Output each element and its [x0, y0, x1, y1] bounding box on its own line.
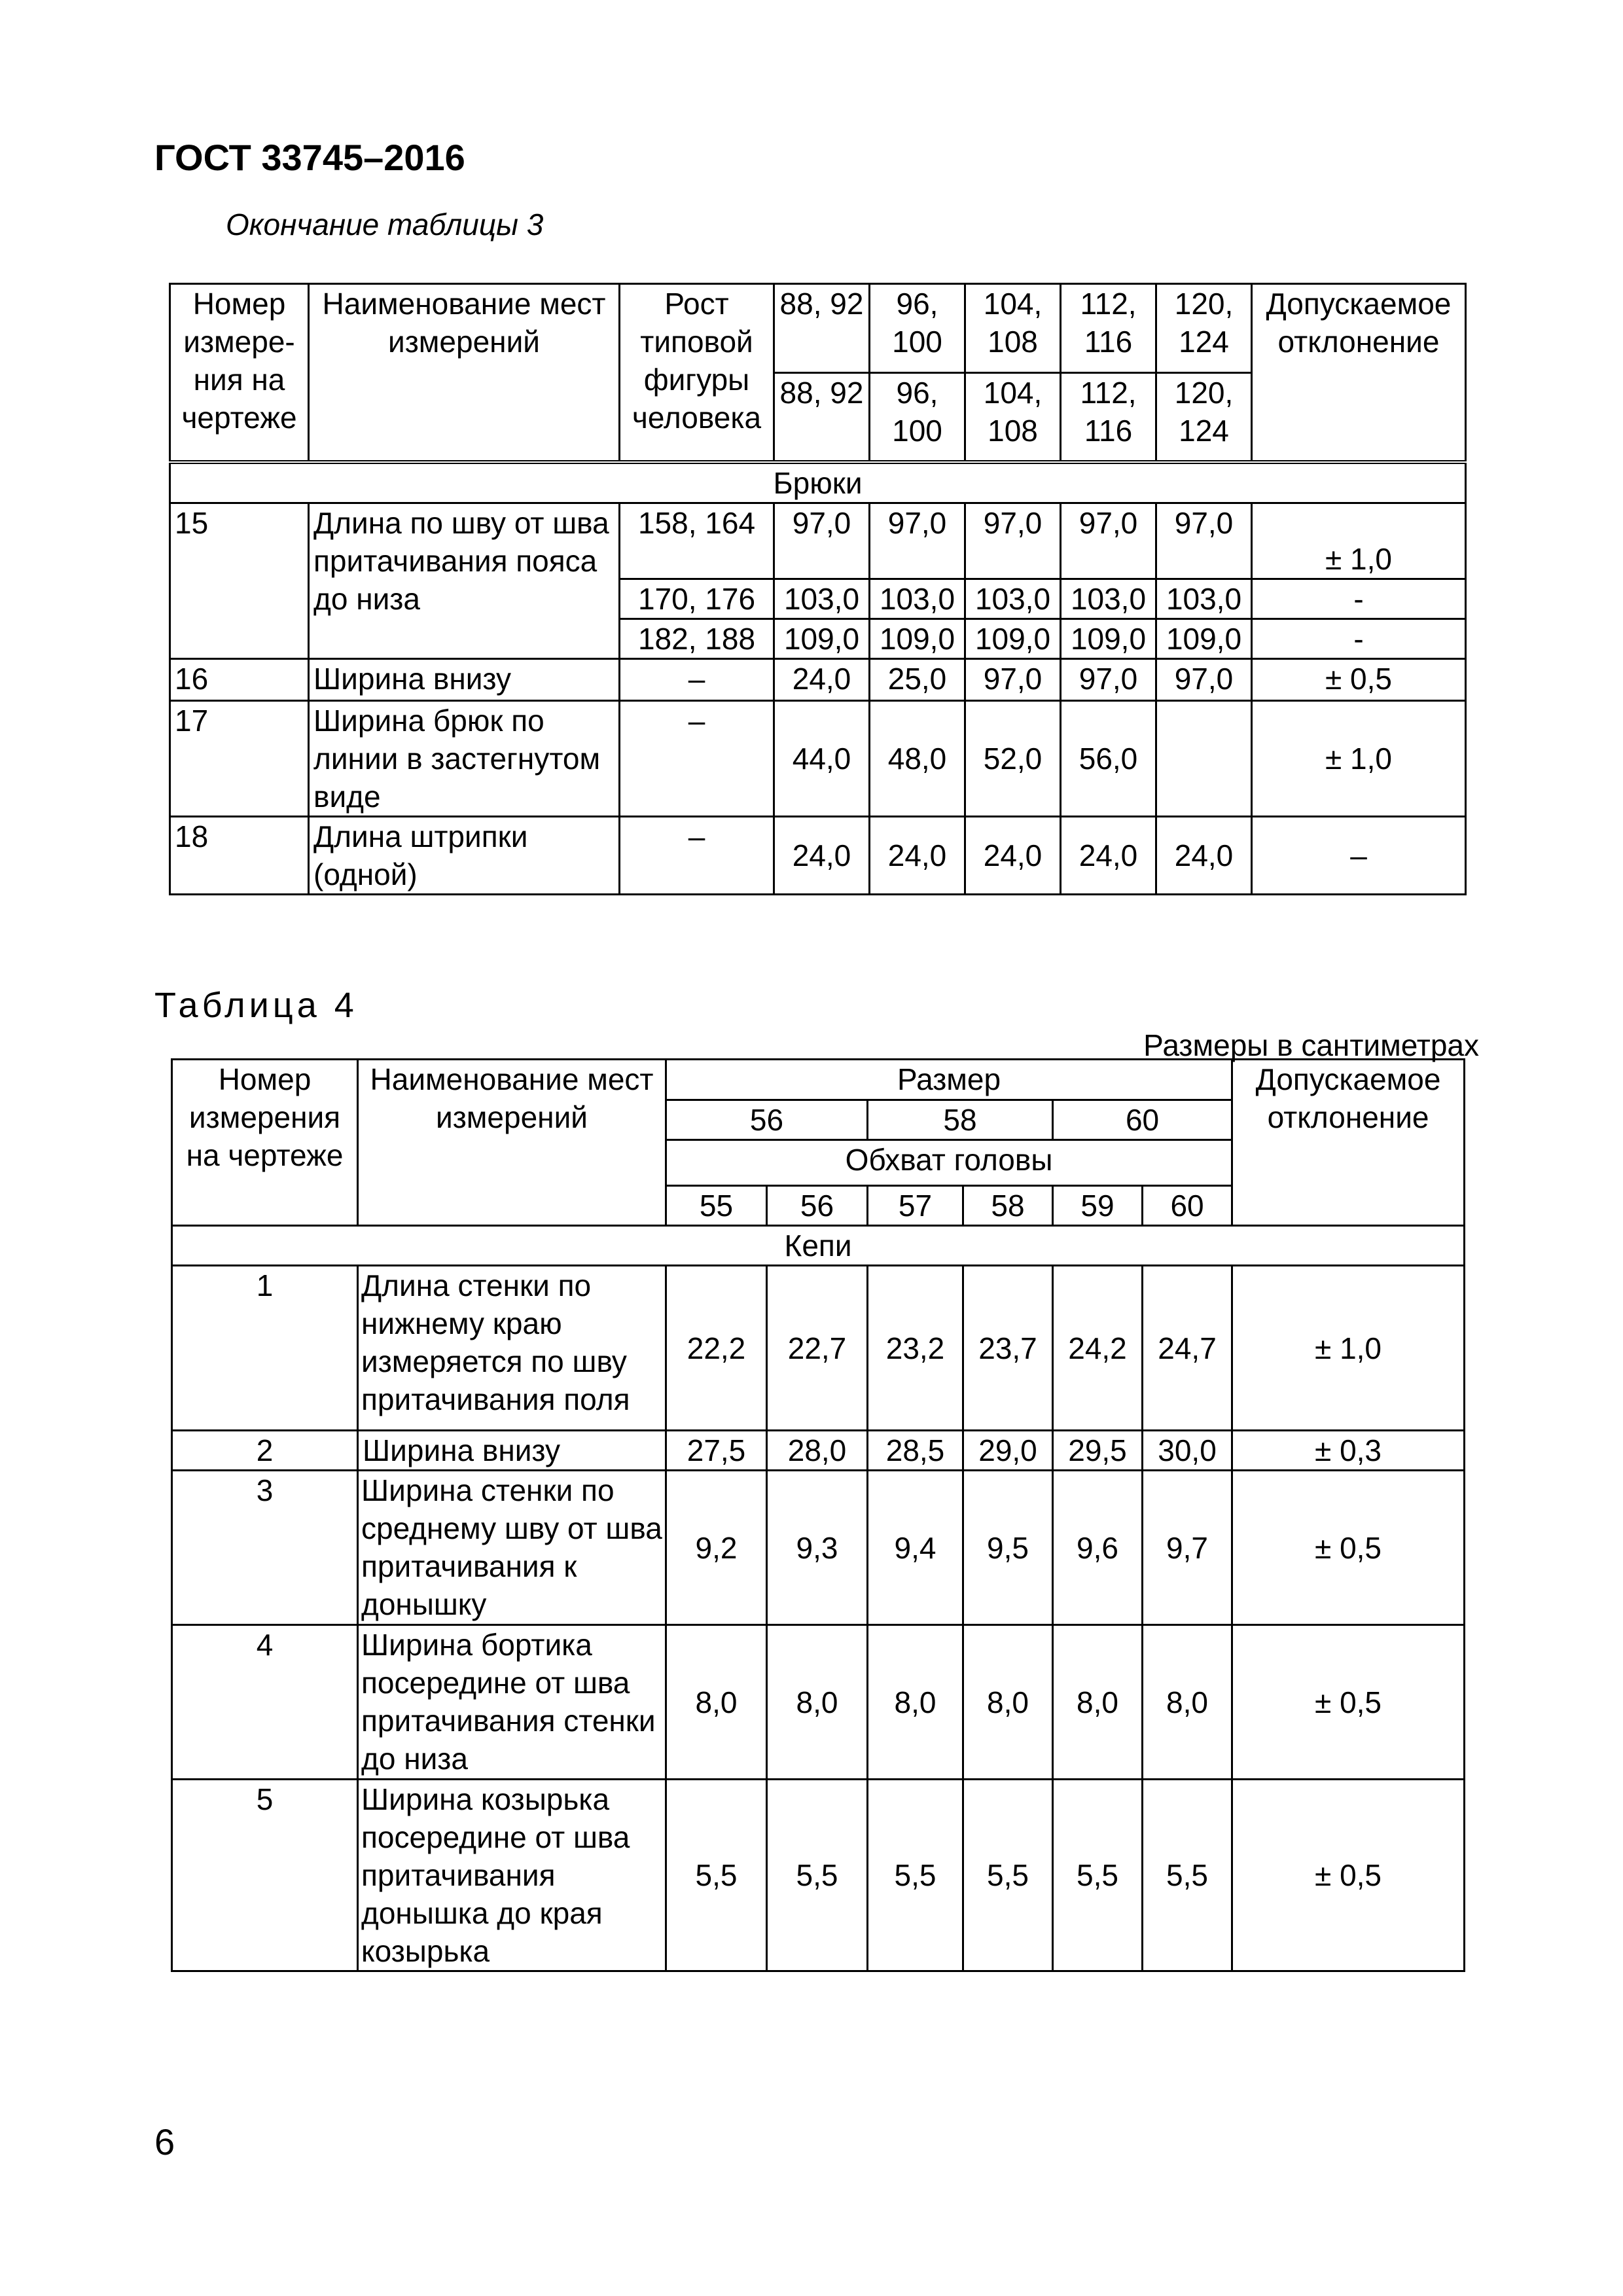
cell-value: 8,0 [1053, 1625, 1143, 1780]
cell-value: 8,0 [767, 1625, 868, 1780]
size-top: 120, 124 [1156, 284, 1252, 373]
cell-value: 5,5 [1143, 1780, 1232, 1971]
row-number: 5 [172, 1780, 358, 1971]
row-number: 15 [170, 503, 309, 658]
cell-value: 5,5 [666, 1780, 767, 1971]
cell-value: 24,7 [1143, 1266, 1232, 1431]
row-number: 4 [172, 1625, 358, 1780]
cell-value: 8,0 [963, 1625, 1053, 1780]
girth-value: 55 [666, 1186, 767, 1226]
units-caption: Размеры в сантиметрах [1143, 1028, 1479, 1062]
cell-value: 109,0 [774, 619, 870, 658]
size-top: 112, 116 [1061, 284, 1156, 373]
cell-value: 56,0 [1061, 700, 1156, 816]
cell-value: 23,2 [868, 1266, 963, 1431]
cell-value: 97,0 [1061, 503, 1156, 579]
size-bottom: 88, 92 [774, 373, 870, 462]
cell-value: 29,0 [963, 1431, 1053, 1471]
size-top: 88, 92 [774, 284, 870, 373]
table-4-title: Таблица 4 [154, 986, 358, 1025]
tolerance-value: ± 0,5 [1252, 658, 1466, 700]
document-header: ГОСТ 33745–2016 [154, 137, 465, 178]
cell-value: 109,0 [870, 619, 965, 658]
size-value: 60 [1053, 1100, 1232, 1140]
cell-value: 103,0 [1061, 579, 1156, 619]
cell-value: 24,0 [1156, 816, 1252, 894]
cell-value: 103,0 [1156, 579, 1252, 619]
cell-value: 103,0 [965, 579, 1061, 619]
cell-value: 97,0 [774, 503, 870, 579]
cell-value: 23,7 [963, 1266, 1053, 1431]
cell-value: 52,0 [965, 700, 1061, 816]
row-name: Ширина бортика посередине от шва притачивания стенки до низа [358, 1625, 666, 1780]
row-name: Длина штрипки (одной) [309, 816, 620, 894]
section-title: Кепи [172, 1226, 1465, 1266]
cell-value: 9,7 [1143, 1471, 1232, 1625]
cell-value: 103,0 [870, 579, 965, 619]
row-number: 16 [170, 658, 309, 700]
height-value: – [620, 700, 774, 816]
cell-value: 28,5 [868, 1431, 963, 1471]
row-name: Ширина стенки по среднему шву от шва притачивания к донышку [358, 1471, 666, 1625]
cell-value: 30,0 [1143, 1431, 1232, 1471]
cell-value: 103,0 [774, 579, 870, 619]
row-name: Ширина внизу [309, 658, 620, 700]
cell-value: 24,0 [870, 816, 965, 894]
cell-value: 97,0 [870, 503, 965, 579]
header-measure-name: Наименование мест измерений [358, 1060, 666, 1226]
height-value: 170, 176 [620, 579, 774, 619]
girth-value: 57 [868, 1186, 963, 1226]
size-top: 96, 100 [870, 284, 965, 373]
tolerance-value: ± 1,0 [1252, 503, 1466, 579]
girth-value: 60 [1143, 1186, 1232, 1226]
cell-value: 8,0 [1143, 1625, 1232, 1780]
cell-value: 97,0 [1156, 658, 1252, 700]
row-name: Ширина козырька посередине от шва притачивания донышка до края козырька [358, 1780, 666, 1971]
row-name: Ширина внизу [358, 1431, 666, 1471]
cell-value: 9,4 [868, 1471, 963, 1625]
cell-value: 28,0 [767, 1431, 868, 1471]
row-name: Длина по шву от шва притачивания пояса до низа [309, 503, 620, 658]
cell-value: 8,0 [868, 1625, 963, 1780]
cell-value: 5,5 [963, 1780, 1053, 1971]
header-height: Рост типовой фигуры человека [620, 284, 774, 462]
cell-value: 24,0 [965, 816, 1061, 894]
cell-value: 27,5 [666, 1431, 767, 1471]
tolerance-value: – [1252, 816, 1466, 894]
row-name: Ширина брюк по линии в застегнутом виде [309, 700, 620, 816]
size-top: 104, 108 [965, 284, 1061, 373]
cell-value: 5,5 [868, 1780, 963, 1971]
girth-value: 59 [1053, 1186, 1143, 1226]
girth-value: 58 [963, 1186, 1053, 1226]
row-number: 3 [172, 1471, 358, 1625]
table-continuation-caption: Окончание таблицы 3 [226, 207, 544, 242]
tolerance-value: - [1252, 579, 1466, 619]
tolerance-value: ± 0,5 [1232, 1780, 1465, 1971]
page-number: 6 [154, 2121, 175, 2162]
table-4 [171, 1058, 1465, 1972]
header-tolerance: Допускаемое отклонение [1232, 1060, 1465, 1226]
girth-value: 56 [767, 1186, 868, 1226]
height-value: 182, 188 [620, 619, 774, 658]
cell-value: 109,0 [1061, 619, 1156, 658]
section-title: Брюки [170, 462, 1466, 503]
cell-value: 109,0 [965, 619, 1061, 658]
header-size: Размер [666, 1060, 1232, 1100]
cell-value: 97,0 [1061, 658, 1156, 700]
cell-value: 25,0 [870, 658, 965, 700]
size-value: 56 [666, 1100, 868, 1140]
cell-value: 24,0 [1061, 816, 1156, 894]
row-number: 17 [170, 700, 309, 816]
header-tolerance: Допускаемое отклонение [1252, 284, 1466, 462]
cell-value: 109,0 [1156, 619, 1252, 658]
table-3 [169, 283, 1467, 895]
height-value: – [620, 658, 774, 700]
cell-value: 24,2 [1053, 1266, 1143, 1431]
cell-value: 24,0 [774, 816, 870, 894]
cell-value: 5,5 [1053, 1780, 1143, 1971]
cell-value: 48,0 [870, 700, 965, 816]
tolerance-value: ± 1,0 [1252, 700, 1466, 816]
row-number: 1 [172, 1266, 358, 1431]
size-bottom: 112, 116 [1061, 373, 1156, 462]
cell-value: 9,3 [767, 1471, 868, 1625]
cell-value: 24,0 [774, 658, 870, 700]
height-value: – [620, 816, 774, 894]
cell-value: 22,7 [767, 1266, 868, 1431]
cell-value: 29,5 [1053, 1431, 1143, 1471]
tolerance-value: - [1252, 619, 1466, 658]
cell-value: 9,2 [666, 1471, 767, 1625]
cell-value: 9,6 [1053, 1471, 1143, 1625]
size-bottom: 120, 124 [1156, 373, 1252, 462]
header-measure-name: Наименование мест измерений [309, 284, 620, 462]
row-number: 2 [172, 1431, 358, 1471]
size-value: 58 [868, 1100, 1053, 1140]
size-bottom: 104, 108 [965, 373, 1061, 462]
height-value: 158, 164 [620, 503, 774, 579]
tolerance-value: ± 0,5 [1232, 1471, 1465, 1625]
cell-value: 5,5 [767, 1780, 868, 1971]
cell-value: 22,2 [666, 1266, 767, 1431]
cell-value: 9,5 [963, 1471, 1053, 1625]
size-bottom: 96, 100 [870, 373, 965, 462]
tolerance-value: ± 0,3 [1232, 1431, 1465, 1471]
header-measure-number: Номер измере-ния на чертеже [170, 284, 309, 462]
cell-value: 97,0 [965, 503, 1061, 579]
cell-value [1156, 700, 1252, 816]
cell-value: 8,0 [666, 1625, 767, 1780]
header-head-girth: Обхват головы [666, 1140, 1232, 1186]
cell-value: 97,0 [965, 658, 1061, 700]
row-number: 18 [170, 816, 309, 894]
row-name: Длина стенки по нижнему краю измеряется по шву притачивания поля [358, 1266, 666, 1431]
tolerance-value: ± 1,0 [1232, 1266, 1465, 1431]
tolerance-value: ± 0,5 [1232, 1625, 1465, 1780]
cell-value: 97,0 [1156, 503, 1252, 579]
cell-value: 44,0 [774, 700, 870, 816]
header-measure-number: Номер измерения на чертеже [172, 1060, 358, 1226]
